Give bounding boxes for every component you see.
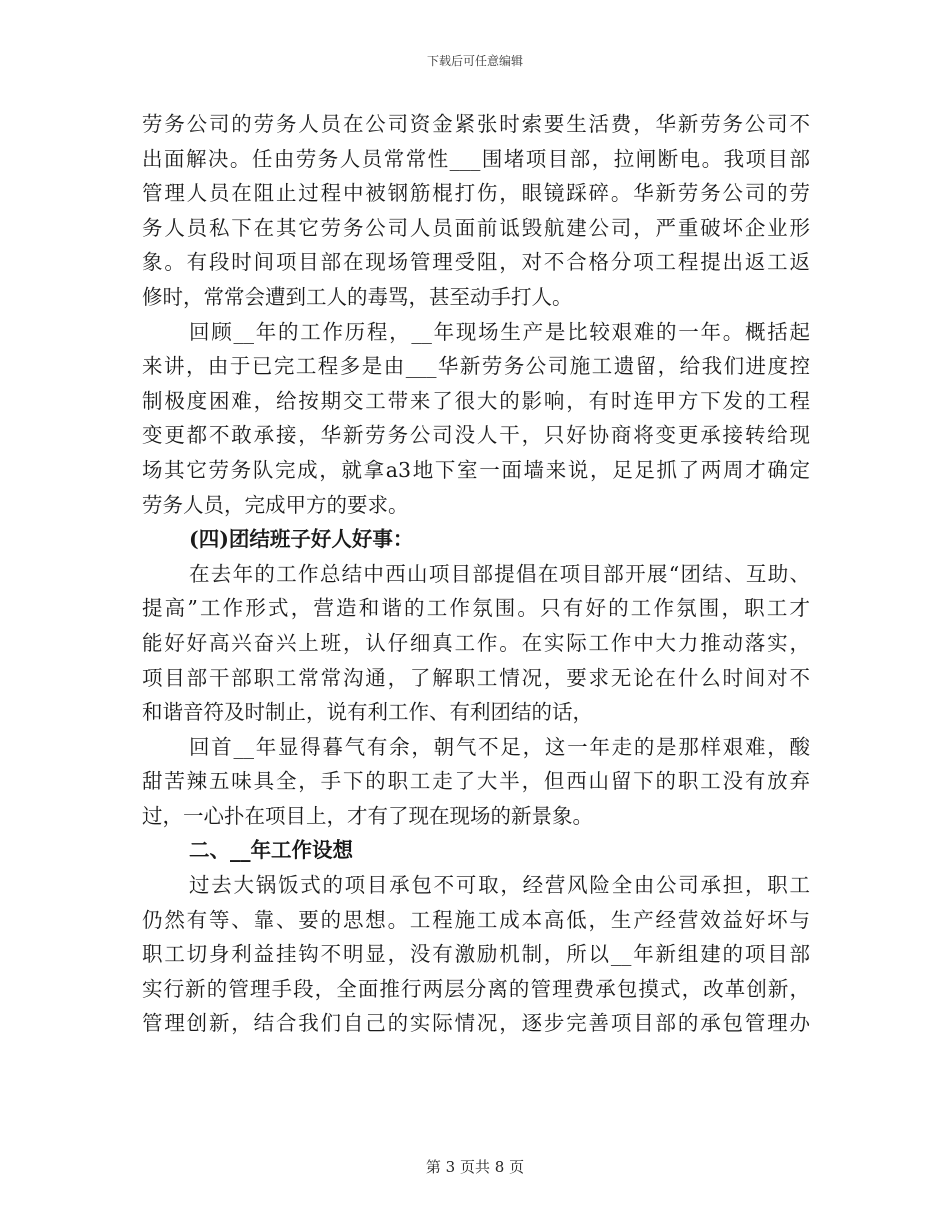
text-line: 甜苦辣五味具全，手下的职工走了大半，但西山留下的职工没有放弃 (142, 769, 810, 794)
text-line: 务人员私下在其它劳务公司人员面前诋毁航建公司，严重破坏企业形 (142, 215, 810, 240)
document-body (142, 107, 810, 1041)
section-heading: 二、__年工作设想 (189, 838, 353, 863)
text-line: 出面解决。任由劳务人员常常性___围堵项目部，拉闸断电。我项目部 (142, 146, 810, 171)
text-line: 和谐音符及时制止，说有利工作、有利团结的话， (142, 700, 593, 725)
section-heading: (四)团结班子好人好事： (189, 527, 414, 552)
text-line: 实行新的管理手段，全面推行两层分离的管理费承包摸式，改革创新， (142, 976, 810, 1001)
text-line: 能好好高兴奋兴上班，认仔细真工作。在实际工作中大力推动落实， (142, 630, 810, 655)
text-line: 回首__年显得暮气有余，朝气不足，这一年走的是那样艰难，酸 (189, 734, 810, 759)
text-line: 过，一心扑在项目上，才有了现在现场的新景象。 (142, 803, 593, 828)
text-line: 象。有段时间项目部在现场管理受阻，对不合格分项工程提出返工返 (142, 250, 810, 275)
text-line: 劳务公司的劳务人员在公司资金紧张时索要生活费，华新劳务公司不 (142, 112, 810, 136)
text-line: 管理人员在阻止过程中被钢筋棍打伤，眼镜踩碎。华新劳务公司的劳 (142, 181, 810, 206)
text-line: 提高”工作形式，营造和谐的工作氛围。只有好的工作氛围，职工才 (142, 596, 810, 621)
text-line: 劳务人员，完成甲方的要求。 (142, 492, 409, 517)
text-line: 仍然有等、靠、要的思想。工程施工成本高低，生产经营效益好坏与 (142, 907, 810, 932)
text-line: 过去大锅饭式的项目承包不可取，经营风险全由公司承担，职工 (189, 873, 810, 898)
text-line: 制极度困难，给按期交工带来了很大的影响，有时连甲方下发的工程 (142, 388, 810, 413)
text-line: 修时，常常会遭到工人的毒骂，甚至动手打人。 (142, 284, 573, 309)
page-header: 下载后可任意编辑 (426, 54, 523, 68)
text-line: 场其它劳务队完成，就拿a3地下室一面墙来说，足足抓了两周才确定 (142, 457, 810, 482)
text-line: 来讲，由于已完工程多是由___华新劳务公司施工遗留，给我们进度控 (142, 354, 810, 379)
text-line: 回顾__年的工作历程，__年现场生产是比较艰难的一年。概括起 (189, 319, 810, 344)
text-line: 变更都不敢承接，华新劳务公司没人干，只好协商将变更承接转给现 (142, 423, 810, 448)
text-line: 在去年的工作总结中西山项目部提倡在项目部开展“团结、互助、 (189, 561, 810, 586)
text-line: 项目部干部职工常常沟通，了解职工情况，要求无论在什么时间对不 (142, 665, 810, 690)
text-line: 管理创新，结合我们自己的实际情况，逐步完善项目部的承包管理办 (142, 1011, 810, 1036)
page-number: 第 3 页共 8 页 (425, 1158, 525, 1176)
text-line: 职工切身利益挂钩不明显，没有激励机制，所以__年新组建的项目部 (142, 942, 810, 967)
